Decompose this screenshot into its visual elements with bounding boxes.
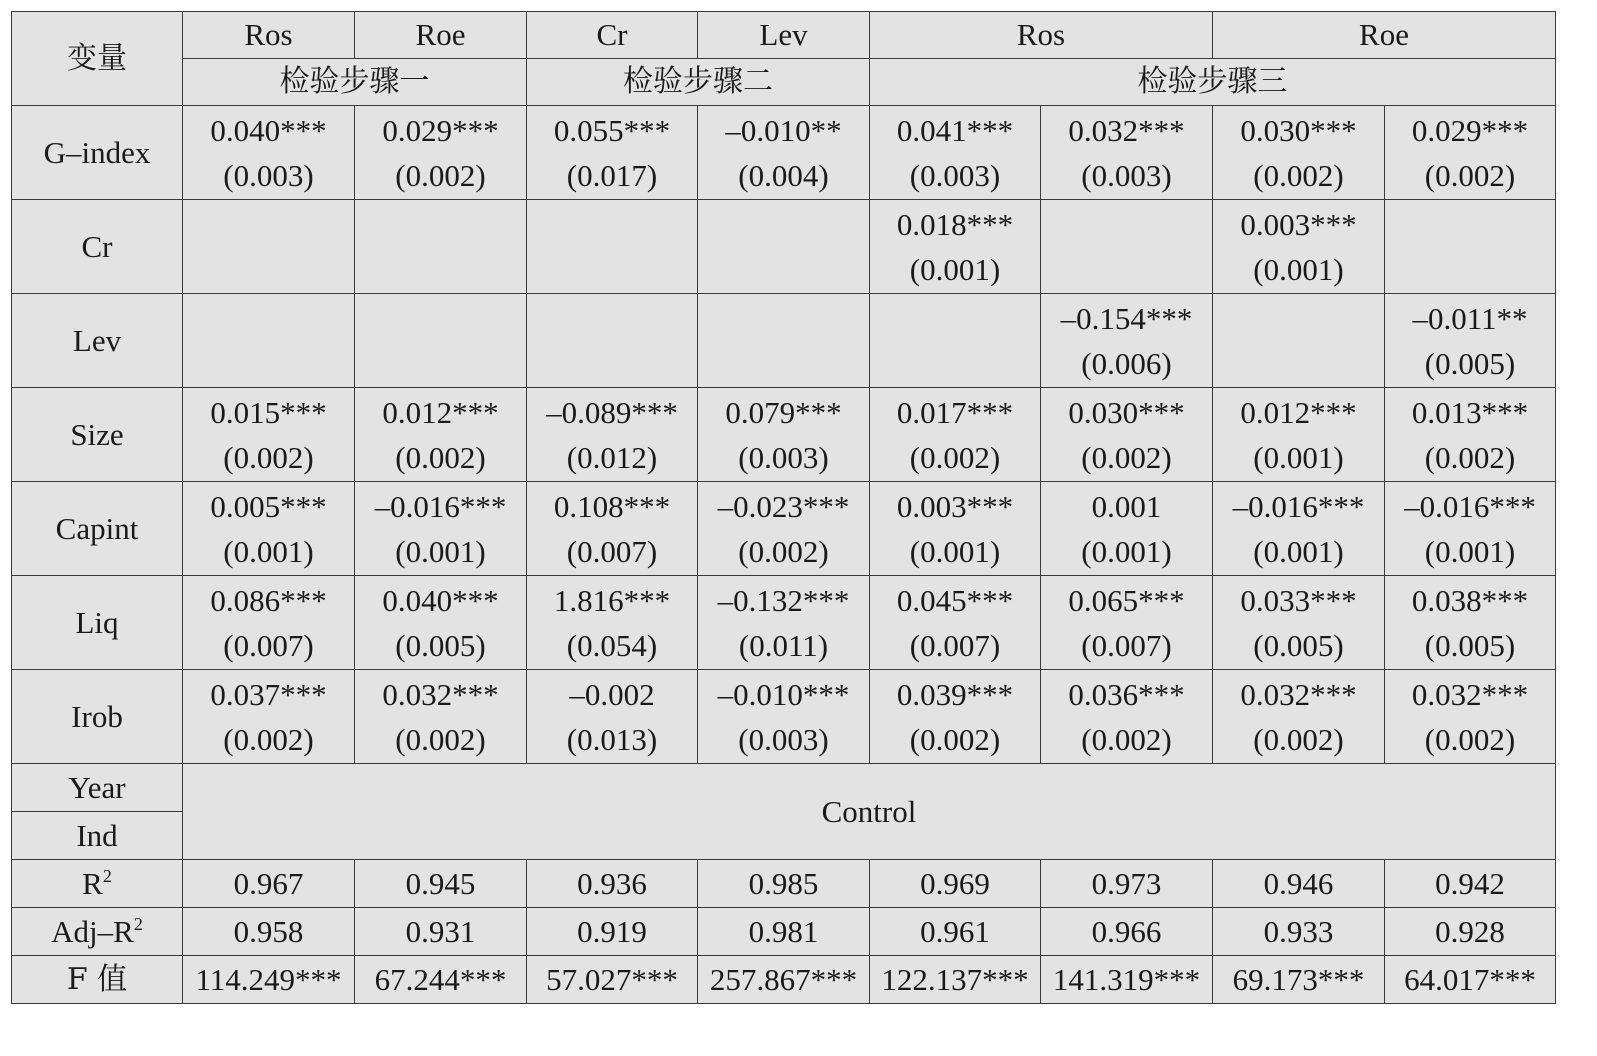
row-label: Cr <box>12 200 183 294</box>
coefficient-cell <box>527 482 698 576</box>
coefficient-value: –0.154*** <box>1060 300 1193 336</box>
dep-var-header: Ros <box>183 12 355 59</box>
coefficient-cell <box>183 200 355 294</box>
coefficient-cell <box>355 482 527 576</box>
coefficient-value: –0.089*** <box>546 394 678 430</box>
stat-cell: 0.942 <box>1385 860 1556 908</box>
variable-header: 变量 <box>12 12 183 106</box>
coefficient-cell <box>1041 576 1213 670</box>
stat-cell: 0.933 <box>1213 908 1385 956</box>
stat-cell: 67.244*** <box>355 956 527 1004</box>
coefficient-value: 0.029*** <box>382 112 499 148</box>
row-label: Ind <box>12 812 183 860</box>
coefficient-value: 0.029*** <box>1411 112 1529 148</box>
coefficient-value: 0.055*** <box>553 112 671 148</box>
coefficient-value: 0.037*** <box>210 676 327 712</box>
coefficient-value: 0.036*** <box>1068 676 1185 712</box>
coefficient-cell <box>870 106 1041 200</box>
coefficient-value: –0.016*** <box>374 488 507 524</box>
coefficient-value: 0.012*** <box>1240 394 1357 430</box>
coefficient-value: 0.018*** <box>896 206 1014 242</box>
coefficient-cell <box>698 200 870 294</box>
stat-cell: 64.017*** <box>1385 956 1556 1004</box>
stat-cell: 0.966 <box>1041 908 1213 956</box>
standard-error-value: (0.001) <box>909 251 1001 287</box>
coefficient-cell <box>1041 388 1213 482</box>
stat-row-f <box>12 956 1556 1004</box>
row-label: Year <box>12 764 183 812</box>
coefficient-value: 0.030*** <box>1068 394 1185 430</box>
coefficient-cell <box>527 670 698 764</box>
dep-var-header: Roe <box>1213 12 1556 59</box>
coefficient-cell <box>1213 576 1385 670</box>
coefficient-value: 0.079*** <box>725 394 842 430</box>
coefficient-value: 0.039*** <box>896 676 1014 712</box>
dep-var-header: Cr <box>527 12 698 59</box>
coefficient-cell <box>1385 388 1556 482</box>
coefficient-value: 0.045*** <box>896 582 1014 618</box>
coefficient-cell <box>870 670 1041 764</box>
standard-error-value: (0.002) <box>395 157 486 193</box>
stat-cell: 0.981 <box>698 908 870 956</box>
stat-cell: 0.969 <box>870 860 1041 908</box>
coefficient-value: –0.023*** <box>717 488 850 524</box>
coefficient-value: –0.002 <box>569 676 655 712</box>
stat-cell: 114.249*** <box>183 956 355 1004</box>
coefficient-cell <box>355 200 527 294</box>
coefficient-cell <box>870 388 1041 482</box>
dep-var-header: Roe <box>355 12 527 59</box>
standard-error-value: (0.001) <box>1253 533 1344 569</box>
coefficient-cell <box>1385 294 1556 388</box>
coefficient-value: 0.030*** <box>1240 112 1357 148</box>
coefficient-cell <box>698 106 870 200</box>
coefficient-cell <box>355 576 527 670</box>
stat-cell: 0.961 <box>870 908 1041 956</box>
coefficient-cell <box>527 294 698 388</box>
coefficient-cell <box>355 294 527 388</box>
coefficient-cell <box>870 200 1041 294</box>
coefficient-value: 0.040*** <box>382 582 499 618</box>
standard-error-value: (0.003) <box>223 157 314 193</box>
coefficient-value: –0.132*** <box>717 582 850 618</box>
coefficient-cell <box>1213 482 1385 576</box>
standard-error-value: (0.002) <box>1424 439 1516 475</box>
step-header: 检验步骤三 <box>870 59 1556 106</box>
standard-error-value: (0.002) <box>1253 721 1344 757</box>
coefficient-cell <box>183 294 355 388</box>
coefficient-cell <box>1213 670 1385 764</box>
row-label: $R^2$ <box>12 860 183 908</box>
coefficient-row <box>12 388 1556 482</box>
stat-cell: 0.946 <box>1213 860 1385 908</box>
stat-row-adj-r2 <box>12 908 1556 956</box>
coefficient-cell <box>527 388 698 482</box>
standard-error-value: (0.002) <box>1424 721 1516 757</box>
standard-error-value: (0.002) <box>1424 157 1516 193</box>
coefficient-cell <box>1041 200 1213 294</box>
coefficient-cell <box>1213 294 1385 388</box>
standard-error-value: (0.007) <box>1081 627 1172 663</box>
coefficient-value: 0.005*** <box>210 488 327 524</box>
dep-var-header: Ros <box>870 12 1213 59</box>
coefficient-rows <box>12 106 1556 764</box>
coefficient-value: 0.013*** <box>1411 394 1529 430</box>
coefficient-cell <box>527 576 698 670</box>
coefficient-cell <box>1385 482 1556 576</box>
header-row-steps <box>12 59 1556 106</box>
coefficient-cell <box>183 670 355 764</box>
stat-cell: 0.973 <box>1041 860 1213 908</box>
coefficient-cell <box>1385 670 1556 764</box>
coefficient-value: 0.038*** <box>1411 582 1529 618</box>
stat-cell: 0.919 <box>527 908 698 956</box>
coefficient-value: 0.032*** <box>1240 676 1357 712</box>
standard-error-value: (0.013) <box>566 721 658 757</box>
control-row-year <box>12 764 1556 812</box>
standard-error-value: (0.003) <box>738 439 829 475</box>
coefficient-row <box>12 576 1556 670</box>
row-label: Size <box>12 388 183 482</box>
coefficient-value: 0.041*** <box>896 112 1014 148</box>
row-label: Lev <box>12 294 183 388</box>
coefficient-row <box>12 200 1556 294</box>
stat-cell: 69.173*** <box>1213 956 1385 1004</box>
coefficient-value: 0.108*** <box>553 488 671 524</box>
standard-error-value: (0.002) <box>1253 157 1344 193</box>
standard-error-value: (0.011) <box>738 627 829 663</box>
row-label: F 值 <box>12 956 183 1004</box>
stat-cell: 0.928 <box>1385 908 1556 956</box>
coefficient-cell <box>1041 294 1213 388</box>
coefficient-value: 0.065*** <box>1068 582 1185 618</box>
coefficient-row <box>12 670 1556 764</box>
standard-error-value: (0.002) <box>1081 439 1172 475</box>
coefficient-cell <box>698 670 870 764</box>
standard-error-value: (0.007) <box>909 627 1001 663</box>
coefficient-row <box>12 294 1556 388</box>
coefficient-cell <box>1041 670 1213 764</box>
standard-error-value: (0.003) <box>738 721 829 757</box>
standard-error-value: (0.001) <box>1424 533 1516 569</box>
standard-error-value: (0.002) <box>223 439 314 475</box>
coefficient-cell <box>870 294 1041 388</box>
stat-cell: 0.945 <box>355 860 527 908</box>
stat-cell: 257.867*** <box>698 956 870 1004</box>
coefficient-value: –0.016*** <box>1232 488 1365 524</box>
coefficient-value: 0.033*** <box>1240 582 1357 618</box>
coefficient-value: 0.086*** <box>210 582 327 618</box>
stat-cell: 0.936 <box>527 860 698 908</box>
coefficient-value: 0.040*** <box>210 112 327 148</box>
standard-error-value: (0.001) <box>1253 439 1344 475</box>
coefficient-value: –0.010*** <box>717 676 850 712</box>
control-cell: Control <box>183 764 1556 860</box>
coefficient-cell <box>1041 106 1213 200</box>
standard-error-value: (0.003) <box>1081 157 1172 193</box>
standard-error-value: (0.002) <box>909 439 1001 475</box>
coefficient-cell <box>355 388 527 482</box>
standard-error-value: (0.002) <box>738 533 829 569</box>
dep-var-header: Lev <box>698 12 870 59</box>
coefficient-cell <box>183 576 355 670</box>
coefficient-cell <box>698 576 870 670</box>
coefficient-value: 0.003*** <box>896 488 1014 524</box>
coefficient-value: 0.032*** <box>1411 676 1529 712</box>
coefficient-cell <box>1213 106 1385 200</box>
coefficient-value: 0.032*** <box>1068 112 1185 148</box>
coefficient-value: 0.001 <box>1091 488 1162 524</box>
standard-error-value: (0.002) <box>395 439 486 475</box>
header-row-dependent-vars <box>12 12 1556 59</box>
coefficient-cell <box>1041 482 1213 576</box>
coefficient-value: 0.012*** <box>382 394 499 430</box>
coefficient-cell <box>1385 106 1556 200</box>
stat-cell: 57.027*** <box>527 956 698 1004</box>
standard-error-value: (0.003) <box>909 157 1001 193</box>
coefficient-row <box>12 482 1556 576</box>
standard-error-value: (0.002) <box>223 721 314 757</box>
step-header: 检验步骤一 <box>183 59 527 106</box>
coefficient-value: 1.816*** <box>553 582 671 618</box>
stat-cell: 0.985 <box>698 860 870 908</box>
coefficient-cell <box>698 388 870 482</box>
coefficient-row <box>12 106 1556 200</box>
coefficient-cell <box>698 482 870 576</box>
standard-error-value: (0.005) <box>1424 627 1516 663</box>
standard-error-value: (0.005) <box>1424 345 1516 381</box>
row-label: Irob <box>12 670 183 764</box>
standard-error-value: (0.004) <box>738 157 829 193</box>
standard-error-value: (0.001) <box>1081 533 1172 569</box>
coefficient-value: –0.011** <box>1412 300 1528 336</box>
coefficient-cell <box>355 670 527 764</box>
standard-error-value: (0.002) <box>909 721 1001 757</box>
standard-error-value: (0.001) <box>395 533 486 569</box>
step-header: 检验步骤二 <box>527 59 870 106</box>
coefficient-value: –0.010** <box>725 112 842 148</box>
standard-error-value: (0.001) <box>909 533 1001 569</box>
standard-error-value: (0.006) <box>1081 345 1172 381</box>
standard-error-value: (0.007) <box>566 533 658 569</box>
standard-error-value: (0.012) <box>566 439 658 475</box>
coefficient-value: 0.015*** <box>210 394 327 430</box>
standard-error-value: (0.002) <box>1081 721 1172 757</box>
standard-error-value: (0.001) <box>223 533 314 569</box>
standard-error-value: (0.007) <box>223 627 314 663</box>
row-label: G–index <box>12 106 183 200</box>
standard-error-value: (0.005) <box>395 627 486 663</box>
stat-cell: 0.967 <box>183 860 355 908</box>
coefficient-cell <box>183 106 355 200</box>
coefficient-cell <box>183 482 355 576</box>
standard-error-value: (0.017) <box>566 157 658 193</box>
regression-table-container <box>11 11 1556 1004</box>
coefficient-cell <box>355 106 527 200</box>
coefficient-cell <box>1213 200 1385 294</box>
coefficient-cell <box>698 294 870 388</box>
standard-error-value: (0.005) <box>1253 627 1344 663</box>
coefficient-cell <box>1385 576 1556 670</box>
coefficient-value: 0.032*** <box>382 676 499 712</box>
coefficient-value: 0.003*** <box>1240 206 1357 242</box>
coefficient-cell <box>1213 388 1385 482</box>
coefficient-cell <box>1385 200 1556 294</box>
row-label: Liq <box>12 576 183 670</box>
coefficient-cell <box>870 482 1041 576</box>
standard-error-value: (0.001) <box>1253 251 1344 287</box>
coefficient-cell <box>183 388 355 482</box>
row-label: Adj–$R^2$ <box>12 908 183 956</box>
row-label: Capint <box>12 482 183 576</box>
coefficient-cell <box>527 200 698 294</box>
coefficient-value: 0.017*** <box>896 394 1014 430</box>
standard-error-value: (0.002) <box>395 721 486 757</box>
regression-table <box>11 11 1556 1004</box>
stat-cell: 122.137*** <box>870 956 1041 1004</box>
stat-row-r2 <box>12 860 1556 908</box>
stat-cell: 141.319*** <box>1041 956 1213 1004</box>
coefficient-cell <box>870 576 1041 670</box>
coefficient-value: –0.016*** <box>1404 488 1536 524</box>
standard-error-value: (0.054) <box>566 627 658 663</box>
coefficient-cell <box>527 106 698 200</box>
stat-cell: 0.958 <box>183 908 355 956</box>
stat-cell: 0.931 <box>355 908 527 956</box>
